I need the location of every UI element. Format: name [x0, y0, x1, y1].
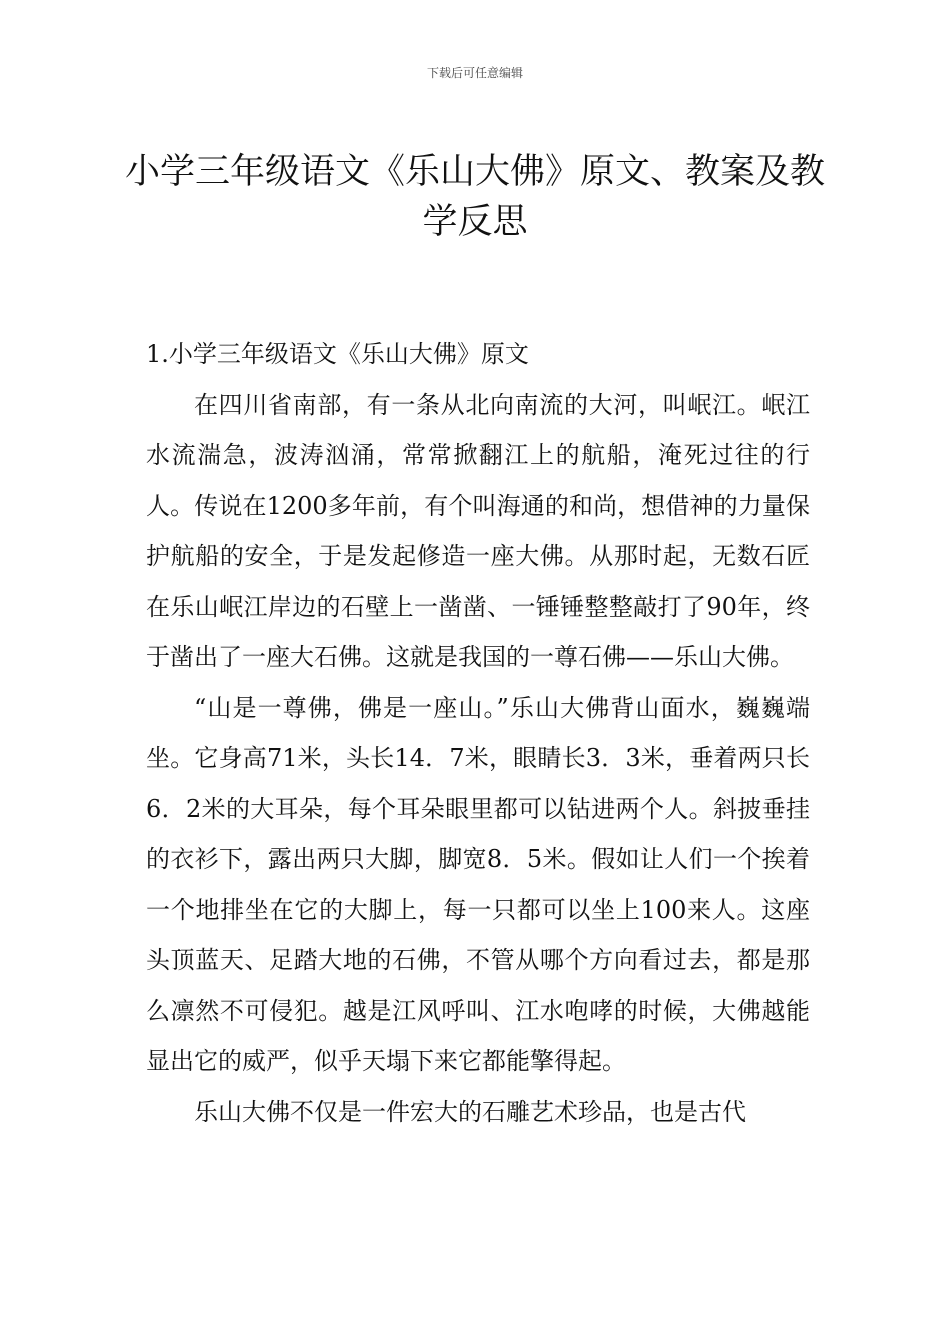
page-title: 小学三年级语文《乐山大佛》原文、教案及教学反思 — [124, 152, 825, 243]
paragraph-1: 在四川省南部，有一条从北向南流的大河，叫岷江。岷江水流湍急，波涛汹涌，常常掀翻江上的航船，淹死过往的行人。传说在1200多年前，有个叫海通的和尚，想借神的力量保护航船的安全，于是发起修造一座大佛。从那时起，无数石匠在乐山岷江岸边的石壁上一凿凿、一锤锤整整敲打了90年，终于凿出了一座大石佛。这就是我国的一尊石佛——乐山大佛。 — [146, 390, 810, 671]
paragraph-2: “山是一尊佛，佛是一座山。”乐山大佛背山面水，巍巍端坐。它身高71米，头长14．7米，眼睛长3．3米，垂着两只长6．2米的大耳朵，每个耳朵眼里都可以钻进两个人。斜披垂挂的衣衫下，露出两只大脚，脚宽8．5米。假如让人们一个挨着一个地排坐在它的大脚上，每一只都可以坐上100来人。这座头顶蓝天、足踏大地的石佛，不管从哪个方向看过去，都是那么凛然不可侵犯。越是江风呼叫、江水咆哮的时候，大佛越能显出它的威严，似乎天塌下来它都能擎得起。 — [146, 693, 810, 1075]
header-note: 下载后可任意编辑 — [426, 66, 523, 80]
paragraph-3: 乐山大佛不仅是一件宏大的石雕艺术珍品，也是古代 — [194, 1097, 746, 1126]
document-body — [146, 329, 810, 1137]
section-heading: 1.小学三年级语文《乐山大佛》原文 — [146, 340, 529, 368]
